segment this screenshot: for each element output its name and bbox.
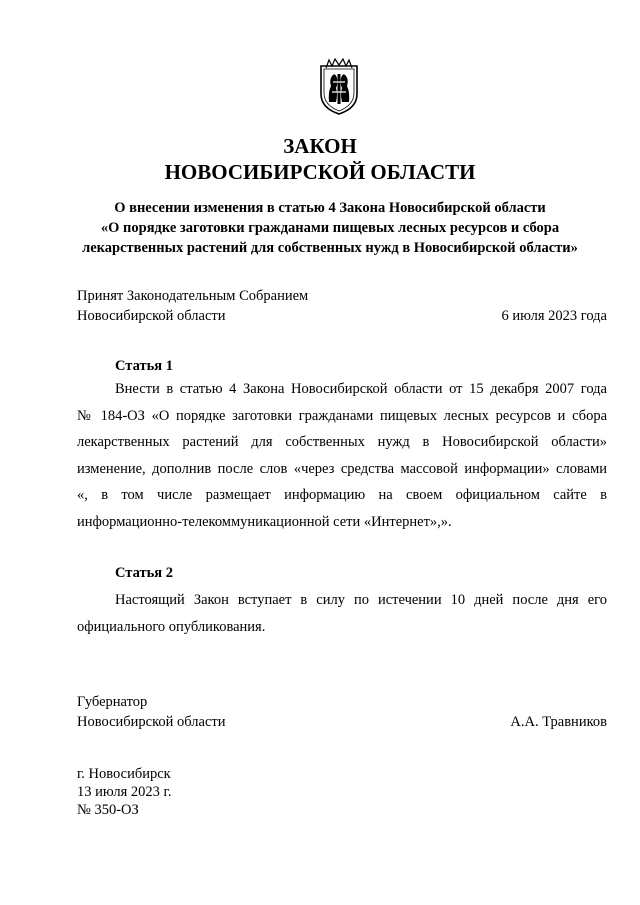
place-city: г. Новосибирск (77, 766, 171, 782)
adoption-body: Новосибирской области (77, 308, 226, 324)
article-line: официального опубликования. (77, 618, 266, 635)
article-line: «, в том числе размещает информацию на своем официальном сайте в (77, 487, 607, 503)
subtitle-line: лекарственных растений для собственных нужд в Новосибирской области» (82, 240, 578, 256)
article-2-body (77, 587, 607, 640)
article-line: Настоящий Закон вступает в силу по истечении 10 дней после дня его (115, 592, 607, 608)
law-region-title: НОВОСИБИРСКОЙ ОБЛАСТИ (164, 160, 476, 184)
signature-row (77, 712, 607, 732)
signer-region: Новосибирской области (77, 714, 226, 730)
signature-block (77, 692, 607, 732)
article-1-body (77, 376, 607, 535)
law-subtitle (60, 198, 600, 258)
article-line: лекарственных растений для собственных нужд в Новосибирской области» (77, 434, 607, 450)
signing-date: 13 июля 2023 г. (77, 784, 172, 800)
law-number: № 350-ОЗ (77, 802, 139, 818)
article-2-heading: Статья 2 (115, 565, 173, 581)
article-line: № 184-ОЗ «О порядке заготовки гражданами пищевых лесных ресурсов и сбора (77, 407, 607, 424)
article-line: изменение, дополнив после слов «через средства массовой информации» словами (77, 460, 607, 477)
law-title: ЗАКОН (283, 134, 357, 158)
signer-name: А.А. Травников (510, 714, 607, 730)
subtitle-line: «О порядке заготовки гражданами пищевых лесных ресурсов и сбора (100, 220, 560, 236)
article-1-heading: Статья 1 (115, 358, 173, 374)
coat-of-arms-icon (316, 58, 362, 116)
subtitle-line: О внесении изменения в статью 4 Закона Новосибирской области (114, 200, 546, 216)
signer-position: Губернатор (77, 694, 148, 710)
article-line: информационно-телекоммуникационной сети «Интернет»,». (77, 513, 452, 530)
place-date-block (77, 765, 171, 819)
adoption-line: Принят Законодательным Собранием (77, 288, 309, 304)
adoption-block (77, 286, 607, 326)
adoption-date: 6 июля 2023 года (501, 308, 607, 324)
adoption-row (77, 306, 607, 326)
article-line: Внести в статью 4 Закона Новосибирской области от 15 декабря 2007 года (115, 381, 607, 397)
